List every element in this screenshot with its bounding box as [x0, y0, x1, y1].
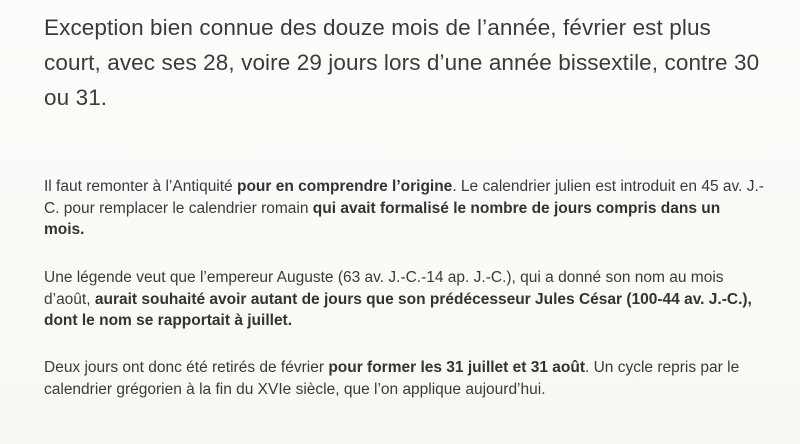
paragraph-bold-text: aurait souhaité avoir autant de jours que son prédécesseur Jules César (100-44 av. J.-C.), dont le nom se rapportait à juillet.	[44, 290, 752, 329]
paragraph-legend	[44, 267, 764, 332]
paragraph-origin	[44, 176, 764, 241]
paragraph-text: . Le calendrier julien est introduit en 45 av. J.-C. pour remplacer le calendrier romain	[44, 178, 764, 217]
paragraph-bold-text: pour former les 31 juillet et 31 août	[328, 359, 585, 376]
paragraph-conclusion	[44, 357, 764, 400]
paragraph-bold-text: qui avait formalisé le nombre de jours compris dans un mois.	[44, 199, 721, 238]
paragraph-text: . Un cycle repris par le calendrier grégorien à la fin du XVIe siècle, que l’on applique aujourd’hui.	[44, 359, 740, 398]
paragraph-text: Deux jours ont donc été retirés de février	[44, 359, 329, 376]
intro-paragraph: Exception bien connue des douze mois de l’année, février est plus court, avec ses 28, voire 29 jours lors d’une année bissextile, contre 30 ou 31.	[44, 15, 760, 110]
paragraph-bold-text: pour en comprendre l’origine	[237, 178, 453, 195]
paragraph-text: Une légende veut que l’empereur Auguste (63 av. J.-C.-14 ap. J.-C.), qui a donné son nom au mois d’août,	[44, 269, 724, 308]
paragraph-text: Il faut remonter à l’Antiquité	[44, 178, 237, 195]
